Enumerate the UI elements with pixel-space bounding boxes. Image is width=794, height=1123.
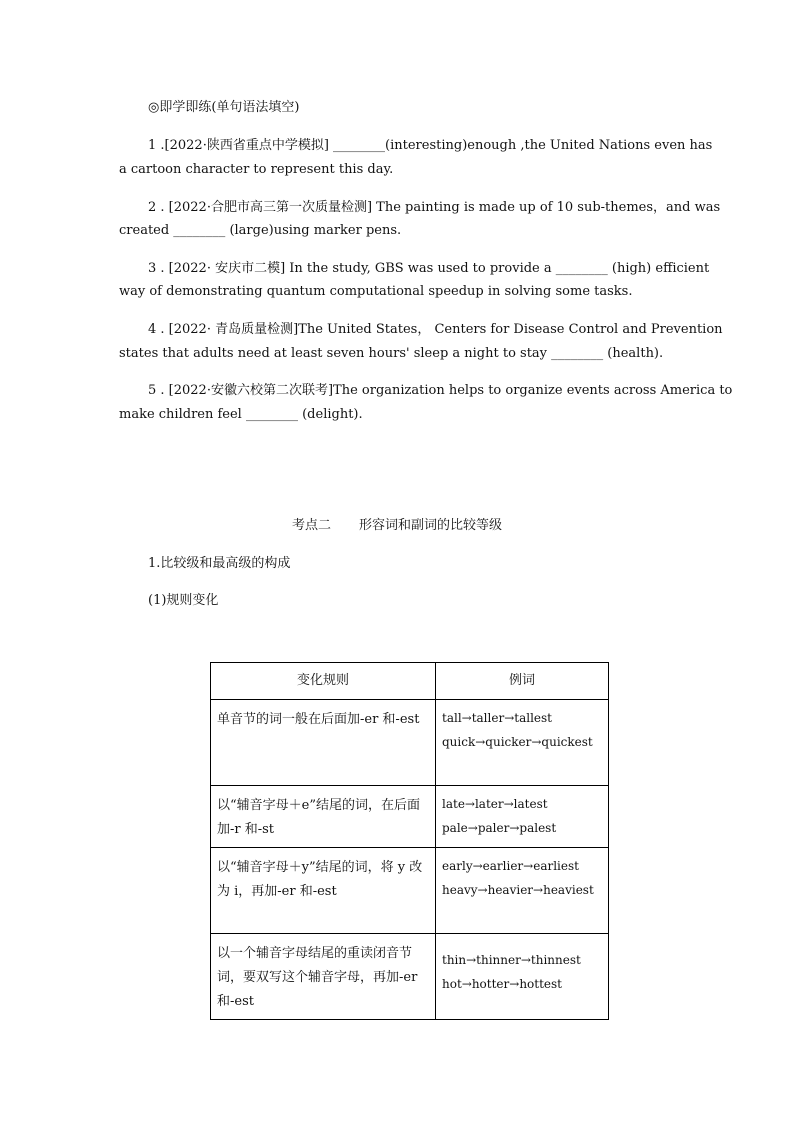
exercise-line: states that adults need at least seven hours' sleep a night to stay ________ (health). (119, 346, 664, 361)
example-line: hot→hotter→hottest (442, 977, 562, 991)
example-cell (436, 848, 609, 934)
example-line: quick→quicker→quickest (442, 735, 593, 749)
table-header-cell: 变化规则 (211, 663, 436, 700)
example-cell (436, 700, 609, 786)
exercise-line: 1 .[2022·陕西省重点中学模拟] ________(interesting)enough ,the United Nations even has (148, 138, 713, 153)
exercise-line: 3 . [2022· 安庆市二模] In the study, GBS was used to provide a ________ (high) efficient (148, 261, 710, 276)
rule-cell: 以“辅音字母＋e”结尾的词，在后面加-r 和-st (211, 786, 436, 848)
exercise-line: 2 . [2022·合肥市高三第一次质量检测] The painting is made up of 10 sub-themes，and was (148, 200, 721, 215)
example-line: heavy→heavier→heaviest (442, 883, 594, 897)
section-label: 考点二 (291, 518, 331, 533)
rule-cell: 以一个辅音字母结尾的重读闭音节词，要双写这个辅音字母，再加-er 和-est (211, 934, 436, 1020)
table-header-cell: 例词 (436, 663, 609, 700)
example-line: pale→paler→palest (442, 821, 557, 835)
practice-heading: ◎即学即练(单句语法填空) (148, 100, 300, 115)
exercise-line: a cartoon character to represent this day. (119, 162, 394, 177)
example-line: thin→thinner→thinnest (442, 953, 581, 967)
section-heading: 形容词和副词的比较等级 (359, 518, 503, 533)
example-line: tall→taller→tallest (442, 711, 552, 725)
table-row (211, 786, 609, 848)
example-line: late→later→latest (442, 797, 548, 811)
rule-cell: 单音节的词一般在后面加-er 和-est (211, 700, 436, 786)
exercise-line: 4 . [2022· 青岛质量检测]The United States， Centers for Disease Control and Prevention (148, 322, 723, 337)
subheading-formation: 1.比较级和最高级的构成 (148, 556, 291, 571)
rule-cell: 以“辅音字母＋y”结尾的词，将 y 改为 i，再加-er 和-est (211, 848, 436, 934)
subheading-regular: (1)规则变化 (148, 593, 219, 608)
exercise-line: make children feel ________ (delight). (119, 407, 363, 422)
exercise-line: 5 . [2022·安徽六校第二次联考]The organization helps to organize events across America to (148, 383, 733, 398)
exercise-line: created ________ (large)using marker pens. (119, 223, 402, 238)
example-line: early→earlier→earliest (442, 859, 579, 873)
comparison-rules-table (210, 662, 609, 1020)
table-row (211, 700, 609, 786)
table-header-row (211, 663, 609, 700)
example-cell (436, 934, 609, 1020)
example-cell (436, 786, 609, 848)
section-title (0, 518, 794, 534)
exercise-line: way of demonstrating quantum computational speedup in solving some tasks. (119, 284, 633, 299)
table-row (211, 934, 609, 1020)
table-row (211, 848, 609, 934)
